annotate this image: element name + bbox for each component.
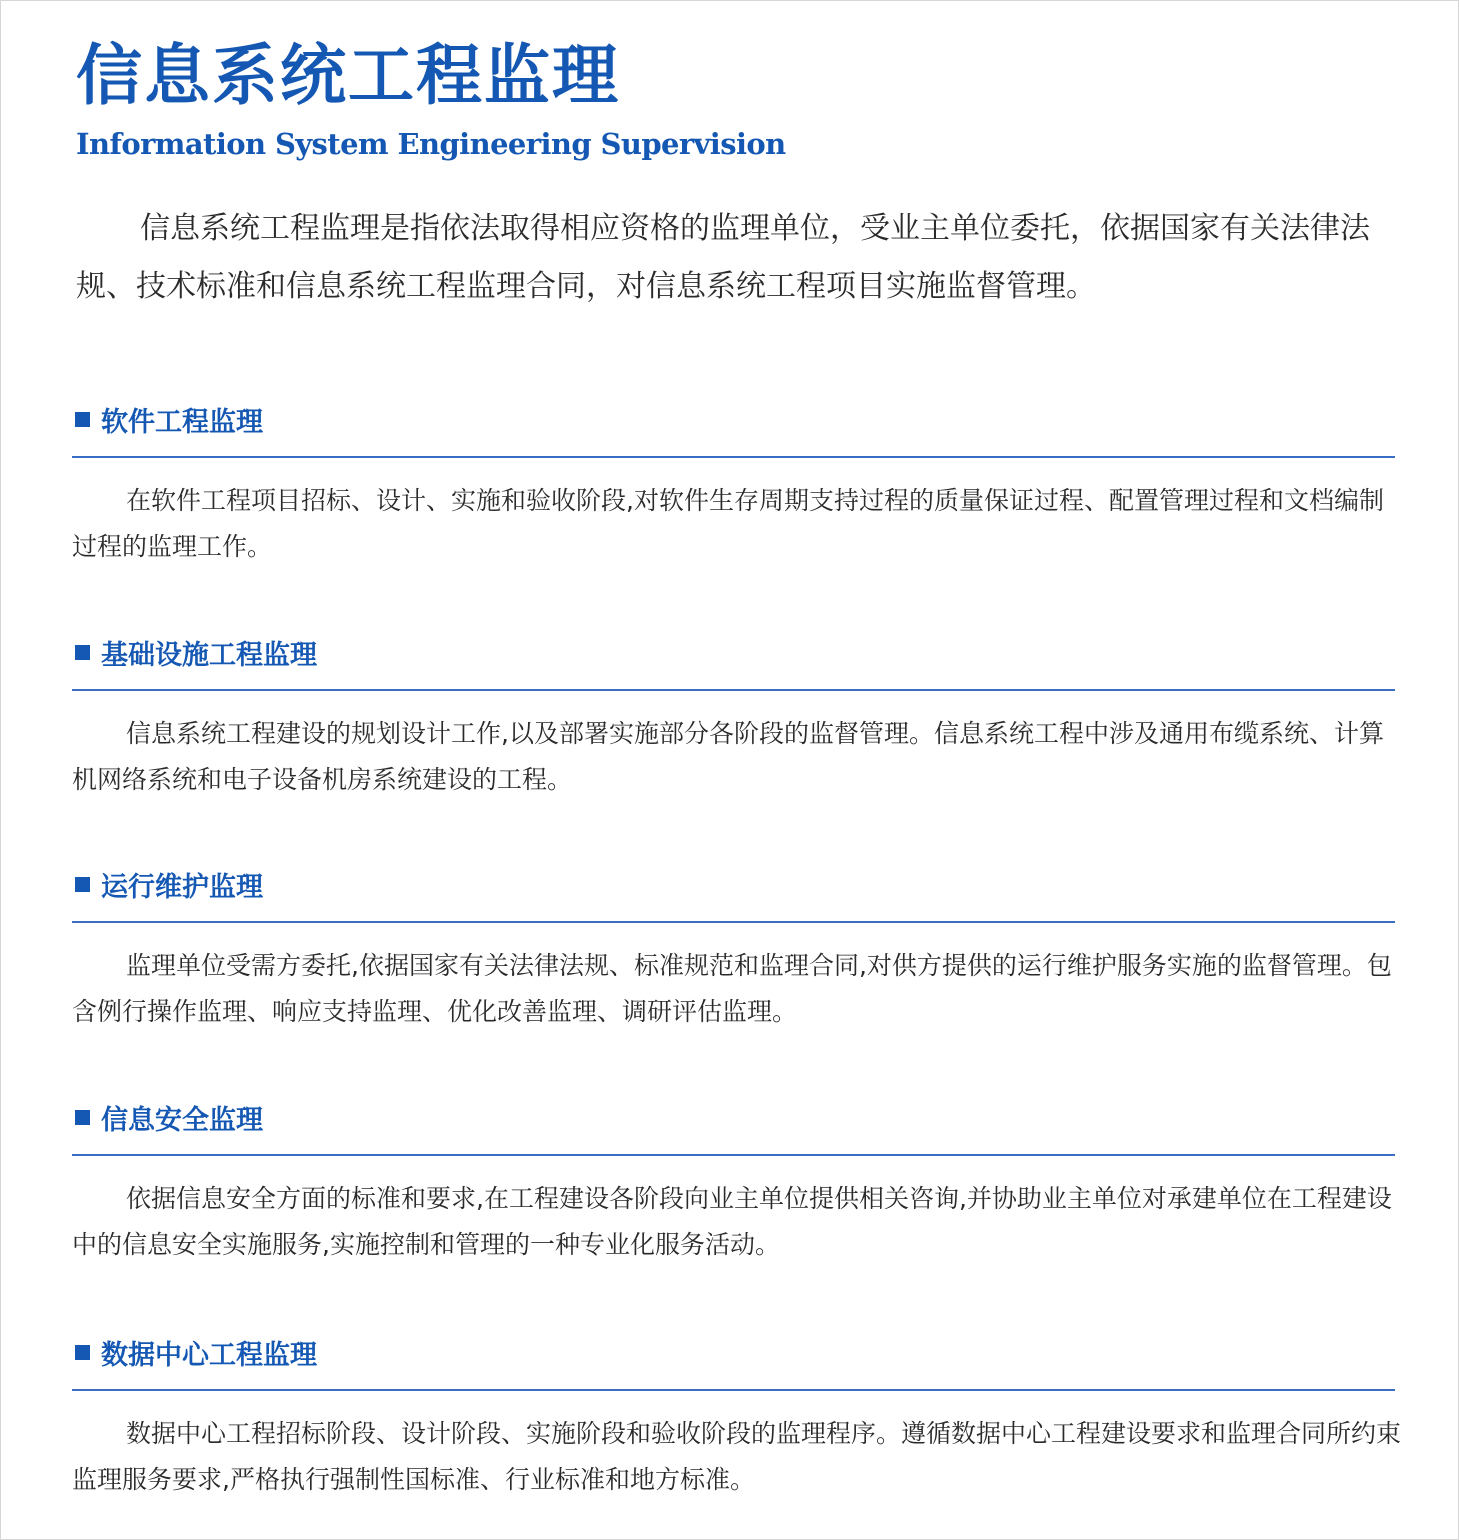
section-header: [72, 1092, 1395, 1142]
section-divider: [72, 1389, 1395, 1391]
section-data-center-engineering: [72, 1327, 1402, 1503]
page-subtitle: Information System Engineering Supervision: [76, 127, 786, 161]
section-title: 软件工程监理: [101, 406, 263, 438]
square-bullet-icon: [75, 412, 90, 427]
section-body: 依据信息安全方面的标准和要求,在工程建设各阶段向业主单位提供相关咨询,并协助业主单位对承建单位在工程建设中的信息安全实施服务,实施控制和管理的一种专业化服务活动。: [72, 1184, 1392, 1259]
section-body: 数据中心工程招标阶段、设计阶段、实施阶段和验收阶段的监理程序。遵循数据中心工程建设要求和监理合同所约束监理服务要求,严格执行强制性国标准、行业标准和地方标准。: [72, 1419, 1402, 1494]
section-divider: [72, 921, 1395, 923]
section-title: 数据中心工程监理: [101, 1339, 317, 1371]
section-header: [72, 1327, 1395, 1377]
section-header: [72, 627, 1395, 677]
square-bullet-icon: [75, 877, 90, 892]
section-divider: [72, 456, 1395, 458]
section-body: 监理单位受需方委托,依据国家有关法律法规、标准规范和监理合同,对供方提供的运行维护服务实施的监督管理。包含例行操作监理、响应支持监理、优化改善监理、调研评估监理。: [72, 951, 1392, 1026]
section-information-security: [72, 1092, 1395, 1268]
page-title: 信息系统工程监理: [76, 37, 620, 114]
section-operation-maintenance: [72, 859, 1395, 1035]
section-header: [72, 859, 1395, 909]
section-title: 运行维护监理: [101, 871, 263, 903]
square-bullet-icon: [75, 645, 90, 660]
section-body: 信息系统工程建设的规划设计工作,以及部署实施部分各阶段的监督管理。信息系统工程中涉及通用布缆系统、计算机网络系统和电子设备机房系统建设的工程。: [72, 719, 1384, 794]
section-software-engineering: [72, 394, 1395, 570]
section-header: [72, 394, 1395, 444]
section-divider: [72, 1154, 1395, 1156]
square-bullet-icon: [75, 1110, 90, 1125]
square-bullet-icon: [75, 1345, 90, 1360]
intro-paragraph: 信息系统工程监理是指依法取得相应资格的监理单位，受业主单位委托，依据国家有关法律法规、技术标准和信息系统工程监理合同，对信息系统工程项目实施监督管理。: [76, 211, 1370, 304]
section-title: 基础设施工程监理: [101, 639, 317, 671]
section-body: 在软件工程项目招标、设计、实施和验收阶段,对软件生存周期支持过程的质量保证过程、配置管理过程和文档编制过程的监理工作。: [72, 486, 1384, 561]
section-divider: [72, 689, 1395, 691]
section-infrastructure-engineering: [72, 627, 1395, 803]
section-title: 信息安全监理: [101, 1104, 263, 1136]
